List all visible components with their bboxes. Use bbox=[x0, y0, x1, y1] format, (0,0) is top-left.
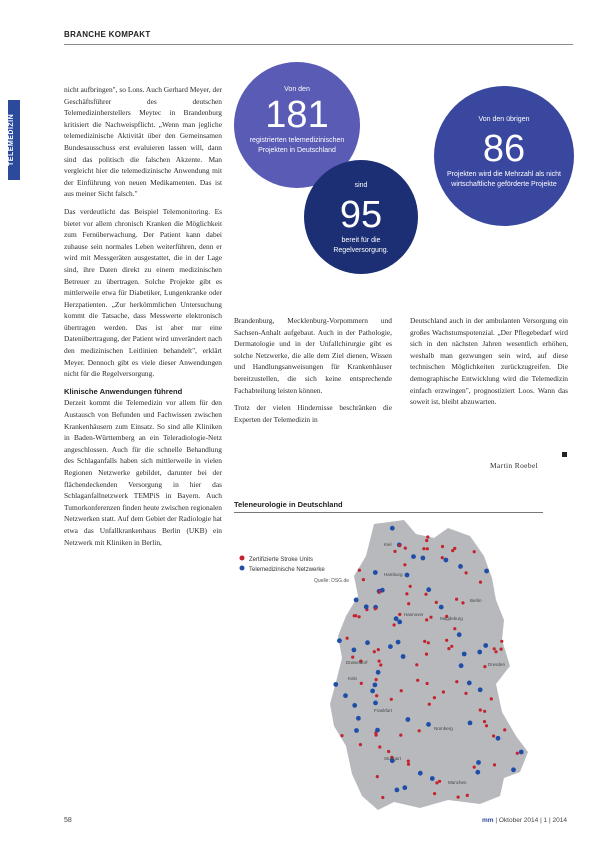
network-marker bbox=[373, 701, 378, 706]
network-marker bbox=[458, 564, 463, 569]
stroke-unit-marker bbox=[433, 792, 436, 795]
stroke-unit-marker bbox=[500, 640, 503, 643]
stat-pre: Von den übrigen bbox=[478, 116, 530, 123]
paragraph: Deutschland auch in der ambulanten Versorgung ein großes Wachstumspotenzial. „Der Pflegebedarf wird sich in den nächsten Jahren wesentlich erhöhen, weshalb man gezwungen sein wird, auf diese technischen Möglichkeiten zurückzugreifen. Die demographische Entwicklung wird die Telemedizin einfach erzwingen", prognostiziert Loos. Wann das soweit ist, bleibt abzuwarten. bbox=[410, 316, 568, 407]
stroke-unit-marker bbox=[351, 656, 354, 659]
network-marker bbox=[476, 760, 481, 765]
stroke-unit-marker bbox=[407, 763, 410, 766]
article-column-2 bbox=[234, 315, 392, 431]
stat-pre: Von den bbox=[284, 86, 310, 93]
map-source: Quelle: DSG.de bbox=[314, 578, 350, 584]
stroke-unit-marker bbox=[362, 578, 365, 581]
paragraph: Trotz der vielen Hindernisse beschränken die Experten der Telemedizin in bbox=[234, 403, 392, 424]
stroke-unit-marker bbox=[429, 616, 432, 619]
network-marker bbox=[411, 554, 416, 559]
stroke-unit-marker bbox=[398, 613, 401, 616]
stroke-unit-marker bbox=[375, 694, 378, 697]
article-column-1 bbox=[64, 62, 222, 554]
stroke-unit-marker bbox=[359, 743, 362, 746]
stroke-unit-marker bbox=[375, 678, 378, 681]
stroke-unit-marker bbox=[409, 585, 412, 588]
network-marker bbox=[375, 728, 380, 733]
network-marker bbox=[406, 717, 411, 722]
city-label: Magdeburg bbox=[440, 616, 463, 621]
city-label: Kiel bbox=[384, 542, 392, 547]
network-marker bbox=[373, 683, 378, 688]
stroke-unit-marker bbox=[425, 618, 428, 621]
network-marker bbox=[439, 605, 444, 610]
network-marker bbox=[483, 643, 488, 648]
stroke-unit-marker bbox=[453, 547, 456, 550]
stroke-unit-marker bbox=[373, 650, 376, 653]
footer-brand: mm bbox=[482, 817, 494, 824]
stroke-unit-marker bbox=[393, 623, 396, 626]
stat-post: Projekten wird die Mehrzahl als nicht wirtschaftliche geförderte Projekte bbox=[447, 171, 561, 188]
stroke-unit-marker bbox=[407, 760, 410, 763]
network-marker bbox=[337, 638, 342, 643]
stroke-unit-marker bbox=[400, 689, 403, 692]
end-mark bbox=[562, 452, 567, 457]
stroke-unit-marker bbox=[438, 780, 441, 783]
footer-issue-text: | Oktober 2014 | 1 | 2014 bbox=[495, 817, 567, 824]
stroke-unit-marker bbox=[450, 645, 453, 648]
network-marker bbox=[459, 663, 464, 668]
stroke-unit-marker bbox=[435, 601, 438, 604]
network-marker bbox=[376, 670, 381, 675]
stroke-unit-marker bbox=[425, 653, 428, 656]
stroke-unit-marker bbox=[455, 680, 458, 683]
network-marker bbox=[364, 604, 369, 609]
legend-label-stroke: Zertifizierte Stroke Units bbox=[249, 557, 314, 563]
stroke-unit-marker bbox=[433, 696, 436, 699]
paragraph: Das verdeutlicht das Beispiel Telemonitoring. Es bietet vor allem chronisch Kranken die Möglichkeit zum Fernüberwachung. Der Patient kann dabei zuhause sein normales Leben weiterführen, denn er wird mit Messgeräten ausgestattet, die in der Lage sind, ihre Daten direkt zu einem medizinischen Betreuer zu übertragen. Solche Projekte gibt es mittlerweile etwa für Diabetiker, Lungenkranke oder Herzpatienten. „Zur herkömmlichen Untersuchung kommt die Tatsache, dass Messwerte elektronisch übertragen werden. Das ist aber nur eine Datenübertragung, der Patient wird unverändert nach den medizinischen Leitlinien behandelt", erklärt Meyer. Dennoch gibt es viele dieser Anwendungen nicht für die Regelversorgung. bbox=[64, 206, 222, 379]
stroke-unit-marker bbox=[346, 637, 349, 640]
network-marker bbox=[354, 728, 359, 733]
stroke-unit-marker bbox=[483, 665, 486, 668]
stroke-unit-marker bbox=[387, 750, 390, 753]
network-marker bbox=[484, 569, 489, 574]
stroke-unit-marker bbox=[399, 734, 402, 737]
network-marker bbox=[405, 573, 410, 578]
stroke-unit-marker bbox=[483, 710, 486, 713]
city-label: Dresden bbox=[488, 662, 506, 667]
stroke-unit-marker bbox=[374, 607, 377, 610]
stroke-unit-marker bbox=[461, 601, 464, 604]
city-label: Hamburg bbox=[384, 572, 403, 577]
network-marker bbox=[468, 721, 473, 726]
stroke-unit-marker bbox=[393, 550, 396, 553]
stroke-unit-marker bbox=[376, 775, 379, 778]
network-marker bbox=[343, 693, 348, 698]
stroke-unit-marker bbox=[503, 728, 506, 731]
stroke-unit-marker bbox=[404, 547, 407, 550]
stroke-unit-marker bbox=[415, 663, 418, 666]
stroke-unit-marker bbox=[441, 545, 444, 548]
stroke-unit-marker bbox=[479, 708, 482, 711]
network-marker bbox=[511, 767, 516, 772]
page-number: 58 bbox=[64, 817, 72, 824]
city-label: Nürnberg bbox=[434, 726, 453, 731]
network-marker bbox=[396, 640, 401, 645]
stroke-unit-marker bbox=[358, 569, 361, 572]
stroke-unit-marker bbox=[425, 539, 428, 542]
network-marker bbox=[421, 556, 426, 561]
stroke-unit-marker bbox=[340, 734, 343, 737]
map-rule bbox=[234, 512, 543, 513]
stroke-unit-marker bbox=[418, 729, 421, 732]
stroke-unit-marker bbox=[424, 593, 427, 596]
network-marker bbox=[467, 681, 472, 686]
section-header: BRANCHE KOMPAKT bbox=[64, 30, 151, 39]
stroke-unit-marker bbox=[416, 679, 419, 682]
stat-post: registrierten telemedizinischen Projekten in Deutschland bbox=[249, 137, 345, 154]
stroke-unit-marker bbox=[493, 763, 496, 766]
network-marker bbox=[401, 654, 406, 659]
map-legend bbox=[240, 556, 350, 585]
stroke-unit-marker bbox=[398, 544, 401, 547]
network-marker bbox=[426, 722, 431, 727]
stroke-unit-marker bbox=[390, 698, 393, 701]
stat-circle-regular bbox=[304, 160, 418, 274]
stroke-unit-marker bbox=[453, 627, 456, 630]
stat-circle-rest bbox=[434, 86, 574, 226]
stroke-unit-marker bbox=[442, 690, 445, 693]
network-marker bbox=[477, 650, 482, 655]
stroke-unit-marker bbox=[455, 598, 458, 601]
stroke-unit-marker bbox=[354, 614, 357, 617]
stroke-unit-marker bbox=[407, 602, 410, 605]
network-marker bbox=[352, 703, 357, 708]
city-label: Frankfurt bbox=[374, 708, 393, 713]
stroke-unit-marker bbox=[464, 692, 467, 695]
stat-number: 86 bbox=[482, 128, 526, 170]
stroke-unit-marker bbox=[381, 796, 384, 799]
stroke-unit-marker bbox=[479, 581, 482, 584]
stroke-unit-marker bbox=[445, 639, 448, 642]
stat-number: 95 bbox=[339, 194, 383, 236]
stroke-unit-marker bbox=[358, 615, 361, 618]
stroke-unit-marker bbox=[466, 794, 469, 797]
city-label: München bbox=[448, 780, 467, 785]
city-label: Stuttgart bbox=[384, 756, 402, 761]
legend-dot-network bbox=[240, 566, 245, 571]
author-name: Martin Roebel bbox=[490, 461, 539, 470]
network-marker bbox=[395, 788, 400, 793]
network-marker bbox=[418, 771, 423, 776]
network-marker bbox=[457, 632, 462, 637]
stroke-unit-marker bbox=[485, 724, 488, 727]
stroke-unit-marker bbox=[378, 590, 381, 593]
stroke-unit-marker bbox=[473, 550, 476, 553]
network-marker bbox=[426, 587, 431, 592]
network-marker bbox=[430, 776, 435, 781]
network-marker bbox=[475, 770, 480, 775]
paragraph: nicht aufbringen", so Lons. Auch Gerhard Meyer, der Geschäftsführer des deutschen Telemedizinherstellers Meytec in Brandenburg kritisiert die Nachweispflicht. „Wenn man jegliche telemedizinische Aktivität über den Gemeinsamen Bundesausschuss erst evaluieren lassen will, dann sind das politisch die falschen Akzente. Man vergleicht hier die telemedizinische Anwendung mit der Einführung von neuen Medikamenten. Das ist aus meiner Sicht falsch." bbox=[64, 85, 222, 199]
stroke-unit-marker bbox=[516, 752, 519, 755]
stat-post: bereit für die Regelversorgung. bbox=[333, 237, 389, 254]
stat-number: 181 bbox=[265, 94, 329, 136]
network-marker bbox=[370, 689, 375, 694]
network-marker bbox=[352, 648, 357, 653]
network-marker bbox=[333, 682, 338, 687]
stroke-unit-marker bbox=[492, 734, 495, 737]
stroke-unit-marker bbox=[422, 547, 425, 550]
stroke-unit-marker bbox=[493, 647, 496, 650]
city-label: Hannover bbox=[404, 612, 424, 617]
stroke-unit-marker bbox=[405, 592, 408, 595]
stroke-unit-marker bbox=[426, 547, 429, 550]
article-column-3 bbox=[410, 315, 568, 414]
stroke-unit-marker bbox=[378, 745, 381, 748]
network-marker bbox=[402, 785, 407, 790]
stroke-unit-marker bbox=[457, 796, 460, 799]
germany-map bbox=[234, 516, 564, 816]
stroke-unit-marker bbox=[494, 650, 497, 653]
legend-dot-stroke bbox=[240, 556, 245, 561]
stroke-unit-marker bbox=[441, 556, 444, 559]
network-marker bbox=[373, 570, 378, 575]
paragraph: Brandenburg, Mecklenburg-Vorpommern und Sachsen-Anhalt aufgebaut. Auch in der Pathologie, Dermatologie und in der Unfallchirurgie gibt es solche Netzwerke, die alle dem Ziel dienen, Wissen und Handlungsanweisungen für Krankenhäuser bereitzustellen, die sich keine entsprechende Fachabteilung leisten können. bbox=[234, 316, 392, 395]
stroke-unit-marker bbox=[426, 682, 429, 685]
network-marker bbox=[390, 526, 395, 531]
stroke-unit-marker bbox=[447, 647, 450, 650]
network-marker bbox=[354, 598, 359, 603]
stroke-unit-marker bbox=[360, 682, 363, 685]
network-marker bbox=[496, 736, 501, 741]
stroke-unit-marker bbox=[423, 640, 426, 643]
stroke-unit-marker bbox=[500, 648, 503, 651]
network-marker bbox=[462, 652, 467, 657]
map-title: Teleneurologie in Deutschland bbox=[234, 500, 343, 509]
network-marker bbox=[397, 620, 402, 625]
stat-pre: sind bbox=[354, 182, 368, 189]
stroke-unit-marker bbox=[428, 703, 431, 706]
stroke-unit-marker bbox=[378, 660, 381, 663]
network-marker bbox=[356, 716, 361, 721]
city-label: Berlin bbox=[470, 598, 482, 603]
stroke-unit-marker bbox=[483, 720, 486, 723]
legend-label-network: Telemedizinische Netzwerke bbox=[249, 567, 325, 573]
side-tab-label: TELEMEDIZIN bbox=[8, 113, 15, 167]
stroke-unit-marker bbox=[426, 535, 429, 538]
network-marker bbox=[394, 616, 399, 621]
stroke-unit-marker bbox=[490, 697, 493, 700]
network-marker bbox=[478, 687, 483, 692]
network-marker bbox=[519, 750, 524, 755]
paragraph: Derzeit kommt die Telemedizin vor allem für den Austausch von Befunden und Fachwissen zwischen Krankenhäusern zum Einsatz. So sind alle Kliniken in Baden-Württemberg an ein Teleradiologie-Netz angeschlossen. Auch für die schnelle Behandlung des Schlaganfalls haben sich mittlerweile in vielen Regionen Netzwerke gebildet, darunter bei der flächendeckenden Versorgung in hier das Schlaganfallnetzwerk TEMPiS in Bayern. Auch Tumorkonferenzen finden heute zwischen regionalen Netzwerken statt. Auf dem Gebiet der Radiologie hat etwa das Unfallkrankenhaus Berlin (UKB) ein Netzwerk mit Kliniken in Berlin, bbox=[64, 398, 222, 547]
stroke-unit-marker bbox=[427, 641, 430, 644]
network-marker bbox=[365, 640, 370, 645]
header-rule bbox=[64, 44, 573, 45]
stroke-unit-marker bbox=[435, 781, 438, 784]
stroke-unit-marker bbox=[473, 766, 476, 769]
stroke-unit-marker bbox=[403, 563, 406, 566]
network-marker bbox=[388, 644, 393, 649]
footer-issue bbox=[482, 817, 567, 824]
network-marker bbox=[444, 558, 449, 563]
stroke-unit-marker bbox=[465, 571, 468, 574]
stroke-unit-marker bbox=[377, 648, 380, 651]
city-label: Düsseldorf bbox=[346, 660, 368, 665]
city-label: Köln bbox=[348, 676, 358, 681]
subheading: Klinische Anwendungen führend bbox=[64, 386, 183, 396]
stroke-unit-marker bbox=[379, 663, 382, 666]
